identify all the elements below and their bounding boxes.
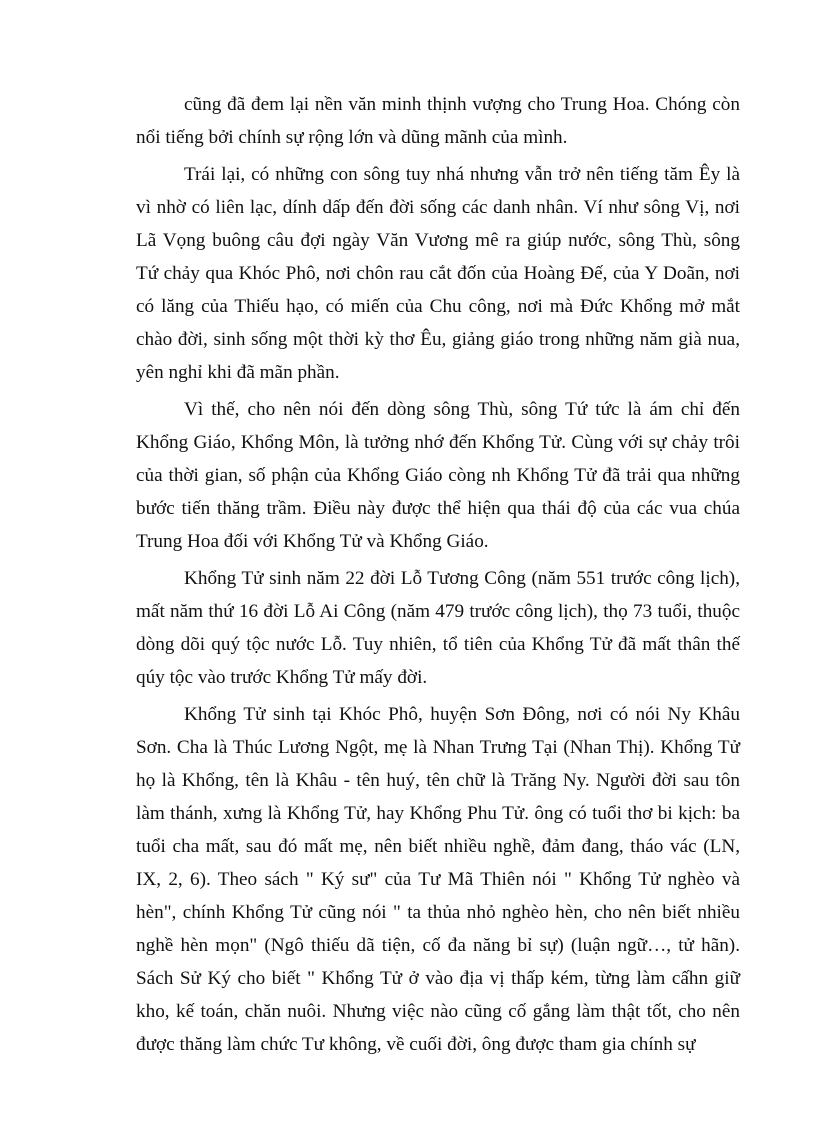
text-line: Sơn. Cha là Thúc Lương Ngột, mẹ là Nhan Trưng Tại (Nhan Thị). Khổng Tử [136, 737, 740, 758]
text-line: kho, kế toán, chăn nuôi. Nhưng việc nào cũng cố gắng làm thật tốt, cho nên [136, 1001, 740, 1022]
text-line: nghề hèn mọn" (Ngô thiếu dã tiện, cố đa năng bỉ sự) (luận ngữ…, tử hãn). [136, 935, 740, 956]
text-line: tuổi cha mất, sau đó mất mẹ, nên biết nhiều nghề, đảm đang, tháo vác (LN, [136, 836, 740, 857]
text-line: Tứ chảy qua Khóc Phô, nơi chôn rau cắt đốn của Hoàng Đế, của Y Doãn, nơi [136, 263, 740, 284]
text-line: nổi tiếng bởi chính sự rộng lớn và dũng mãnh của mình. [136, 127, 568, 148]
text-line: của thời gian, số phận của Khổng Giáo còng nh Khổng Tử đã trải qua những [136, 465, 740, 486]
text-line: Vì thế, cho nên nói đến dòng sông Thù, sông Tứ tức là ám chỉ đến [184, 399, 740, 420]
text-line: dòng dõi quý tộc nước Lỗ. Tuy nhiên, tổ tiên của Khổng Tử đã mất thân thế [136, 634, 740, 655]
text-line: Trái lại, có những con sông tuy nhá nhưng vẫn trở nên tiếng tăm Êy là [184, 164, 740, 185]
text-line: yên nghỉ khi đã mãn phần. [136, 362, 340, 383]
text-line: Khổng Tử sinh năm 22 đời Lỗ Tương Công (năm 551 trước công lịch), [184, 568, 740, 589]
text-line: Trung Hoa đối với Khổng Tử và Khổng Giáo. [136, 531, 489, 552]
text-line: Khổng Giáo, Khổng Môn, là tưởng nhớ đến Khổng Tử. Cùng với sự chảy trôi [136, 432, 740, 453]
text-line: mất năm thứ 16 đời Lỗ Ai Công (năm 479 trước công lịch), thọ 73 tuổi, thuộc [136, 601, 740, 622]
text-line: IX, 2, 6). Theo sách " Ký sư" của Tư Mã Thiên nói " Khổng Tử nghèo và [136, 869, 740, 890]
text-line: Sách Sử Ký cho biết " Khổng Tử ở vào địa vị thấp kém, từng làm cấhn giữ [136, 968, 740, 989]
text-line: cũng đã đem lại nền văn minh thịnh vượng cho Trung Hoa. Chóng còn [184, 94, 740, 115]
text-line: Khổng Tử sinh tại Khóc Phô, huyện Sơn Đông, nơi có nói Ny Khâu [184, 704, 740, 725]
text-line: họ là Khổng, tên là Khâu - tên huý, tên chữ là Trăng Ny. Người đời sau tôn [136, 770, 740, 791]
text-line: Lã Vọng buông câu đợi ngày Văn Vương mê ra giúp nước, sông Thù, sông [136, 230, 740, 251]
text-line: làm thánh, xưng là Khổng Tử, hay Khổng Phu Tử. ông có tuổi thơ bi kịch: ba [136, 803, 740, 824]
text-line: được thăng làm chức Tư không, về cuối đời, ông được tham gia chính sự [136, 1034, 696, 1055]
text-line: có lăng của Thiếu hạo, có miến của Chu công, nơi mà Đức Khổng mở mắt [136, 296, 740, 317]
text-line: qúy tộc vào trước Khổng Tử mấy đời. [136, 667, 428, 688]
text-line: vì nhờ có liên lạc, dính dấp đến đời sống các danh nhân. Ví như sông Vị, nơi [136, 197, 740, 218]
text-line: bước tiến thăng trầm. Điều này được thể hiện qua thái độ của các vua chúa [136, 498, 740, 519]
text-line: chào đời, sinh sống một thời kỳ thơ Êu, giảng giáo trong những năm già nua, [136, 329, 740, 350]
text-line: hèn", chính Khổng Tử cũng nói " ta thủa nhỏ nghèo hèn, cho nên biết nhiều [136, 902, 740, 923]
